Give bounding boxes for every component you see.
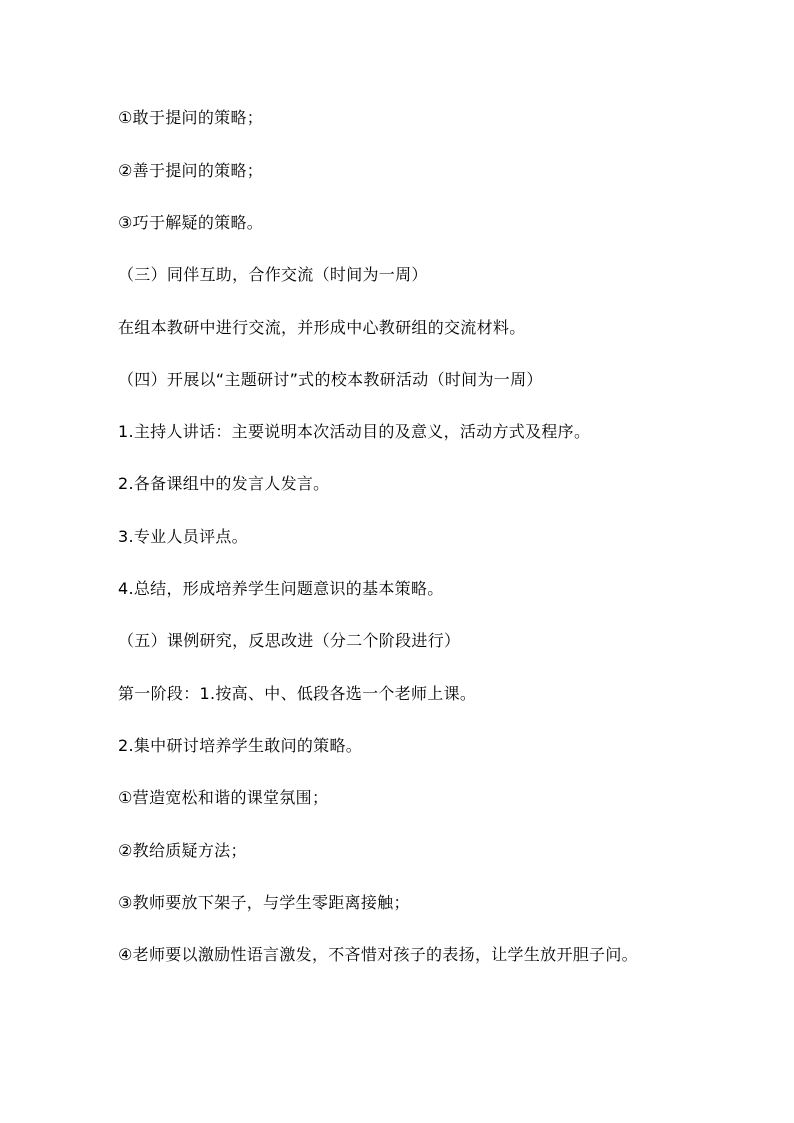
list-item: 4.总结，形成培养学生问题意识的基本策略。 — [118, 579, 444, 598]
list-item: ③教师要放下架子，与学生零距离接触； — [118, 893, 410, 912]
list-item: 2.集中研讨培养学生敢问的策略。 — [118, 736, 363, 755]
paragraph: 在组本教研中进行交流，并形成中心教研组的交流材料。 — [118, 318, 526, 337]
section-heading: （三）同伴互助，合作交流（时间为一周） — [118, 265, 428, 284]
list-item: ②善于提问的策略； — [118, 161, 264, 180]
list-item: 2.各备课组中的发言人发言。 — [118, 474, 330, 493]
list-item: ③巧于解疑的策略。 — [118, 213, 264, 232]
paragraph: 第一阶段：1.按高、中、低段各选一个老师上课。 — [118, 684, 477, 703]
list-item: ①营造宽松和谐的课堂氛围； — [118, 788, 329, 807]
section-heading: （四）开展以“主题研讨”式的校本教研活动（时间为一周） — [118, 370, 543, 389]
list-item: ②教给质疑方法； — [118, 841, 247, 860]
list-item: ①敢于提问的策略； — [118, 108, 264, 127]
list-item: ④老师要以激励性语言激发，不吝惜对孩子的表扬，让学生放开胆子问。 — [118, 945, 638, 964]
list-item: 3.专业人员评点。 — [118, 527, 248, 546]
list-item: 1.主持人讲话：主要说明本次活动目的及意义，活动方式及程序。 — [118, 422, 591, 441]
section-heading: （五）课例研究，反思改进（分二个阶段进行） — [118, 631, 461, 650]
